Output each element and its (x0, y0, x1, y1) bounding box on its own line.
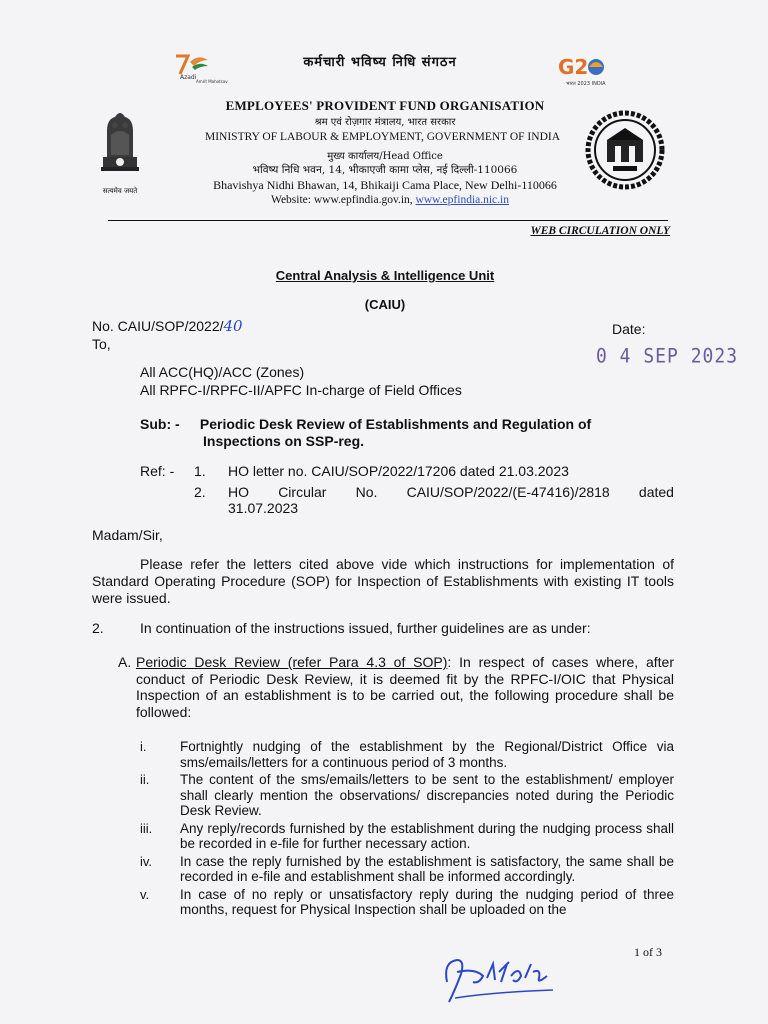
list-item (140, 887, 674, 918)
reference-2-number: 2. (194, 484, 206, 500)
reference-1-number: 1. (194, 463, 206, 479)
date-label: Date: (612, 321, 646, 337)
website-label: Website: www.epfindia.gov.in, (271, 194, 413, 206)
reference-2-word: HO (228, 484, 249, 500)
g20-logo (556, 52, 606, 90)
procedure-list (140, 739, 674, 920)
list-item-text: Fortnightly nudging of the establishment by the Regional/District Office via sms/emails/letters for a continuous period of 3 months. (180, 739, 674, 770)
list-item-text: In case of no reply or unsatisfactory reply during the nudging period of three months, request for Physical Inspection shall be uploaded on the (180, 886, 674, 917)
subject-block (140, 416, 680, 450)
org-name-hindi: कर्मचारी भविष्य निधि संगठन (303, 55, 457, 70)
list-item-text: In case the reply furnished by the establishment is satisfactory, the same shall be recorded in e-file and establishment shall be informed accordingly. (180, 853, 674, 884)
paragraph-2-number: 2. (92, 620, 104, 636)
list-item (140, 854, 674, 885)
section-a (118, 654, 674, 720)
org-name-english: EMPLOYEES' PROVIDENT FUND ORGANISATION (225, 98, 545, 113)
reference-2-word: Circular (278, 484, 327, 500)
addressee-2: All RPFC-I/RPFC-II/APFC In-charge of Field Offices (140, 382, 462, 398)
reference-1-text: HO letter no. CAIU/SOP/2022/17206 dated 21.03.2023 (228, 463, 569, 479)
page-number: 1 of 3 (634, 945, 662, 959)
list-item-number: ii. (140, 772, 150, 787)
website-link[interactable]: www.epfindia.nic.in (415, 194, 509, 206)
date-stamp: 0 4 SEP 2023 (596, 344, 739, 369)
ministry-hindi: श्रम एवं रोज़गार मंत्रालय, भारत सरकार (314, 117, 456, 128)
web-circulation-label: WEB CIRCULATION ONLY (530, 225, 670, 237)
subject-label: Sub: - (140, 416, 180, 432)
reference-2-continuation: 31.07.2023 (228, 500, 299, 516)
header-divider (108, 220, 668, 221)
address-english: Bhavishya Nidhi Bhawan, 14, Bhikaiji Cama Place, New Delhi-110066 (213, 178, 557, 192)
ministry-english: MINISTRY OF LABOUR & EMPLOYMENT, GOVERNMENT OF INDIA (204, 131, 561, 143)
azadi-ka-amrit-mahotsav-logo (168, 52, 228, 84)
section-a-heading: Periodic Desk Review (refer Para 4.3 of SOP) (136, 654, 448, 670)
svg-text:Azadi: Azadi (180, 74, 197, 81)
reference-2-word: dated (638, 484, 674, 500)
website-line (230, 194, 550, 206)
letter-reference-number (92, 317, 243, 335)
emblem-caption: सत्यमेव जयते (102, 187, 138, 195)
svg-text:G2: G2 (558, 55, 589, 79)
addressee-1: All ACC(HQ)/ACC (Zones) (140, 364, 305, 380)
list-item (140, 739, 674, 770)
handwritten-signature (435, 942, 565, 1012)
epfo-seal-logo (585, 110, 665, 190)
reference-label: Ref: - (140, 463, 175, 479)
salutation: Madam/Sir, (92, 527, 163, 543)
national-emblem-icon (95, 105, 145, 180)
list-item-number: iv. (140, 853, 153, 869)
list-item (140, 821, 674, 852)
to-label: To, (92, 336, 111, 352)
ref-number-prefix: No. CAIU/SOP/2022/ (92, 318, 224, 334)
svg-text:Amrit Mahotsav: Amrit Mahotsav (196, 79, 228, 84)
list-item-number: v. (140, 886, 150, 902)
paragraph-2: In continuation of the instructions issued, further guidelines are as under: (140, 620, 591, 636)
reference-2-word: No. (355, 484, 378, 500)
section-a-text: : In respect of cases where, after conduct of Periodic Desk Review, it is deemed fit by the RPFC-I/OIC that Physical Inspection of an establishment is to be carried out, the following procedure shall be followed: (136, 654, 674, 720)
address-hindi: भविष्य निधि भवन, 14, भीकाएजी कामा प्लेस, नई दिल्ली-110066 (252, 164, 518, 176)
paragraph-1: Please refer the letters cited above vide which instructions for implementation of Standard Operating Procedure (SOP) for Inspection of Establishments with existing IT tools were issued. (92, 556, 674, 606)
unit-name: Central Analysis & Intelligence Unit (275, 268, 495, 283)
reference-2-word: CAIU/SOP/2022/(E-47416)/2818 (406, 484, 610, 500)
unit-abbreviation: (CAIU) (364, 297, 406, 312)
section-a-letter: A. (118, 654, 132, 670)
head-office-label: मुख्य कार्यालय/Head Office (327, 151, 443, 162)
subject-line-1: Periodic Desk Review of Establishments and Regulation of (199, 416, 592, 432)
svg-text:भारत 2023 INDIA: भारत 2023 INDIA (566, 81, 606, 87)
list-item (140, 772, 674, 819)
subject-line-2: Inspections on SSP-reg. (203, 433, 365, 449)
list-item-number: iii. (140, 820, 153, 836)
ref-number-handwritten: 40 (223, 317, 243, 335)
list-item-text: The content of the sms/emails/letters to be sent to the establishment/ employer shall clearly mention the observations/ discrepancies noted during the Periodic Desk Review. (180, 772, 674, 818)
list-item-number: i. (140, 739, 147, 754)
reference-2-text (228, 484, 674, 500)
list-item-text: Any reply/records furnished by the establishment during the nudging process shall be recorded in e-file for further necessary action. (180, 820, 674, 851)
section-a-body (136, 654, 674, 720)
